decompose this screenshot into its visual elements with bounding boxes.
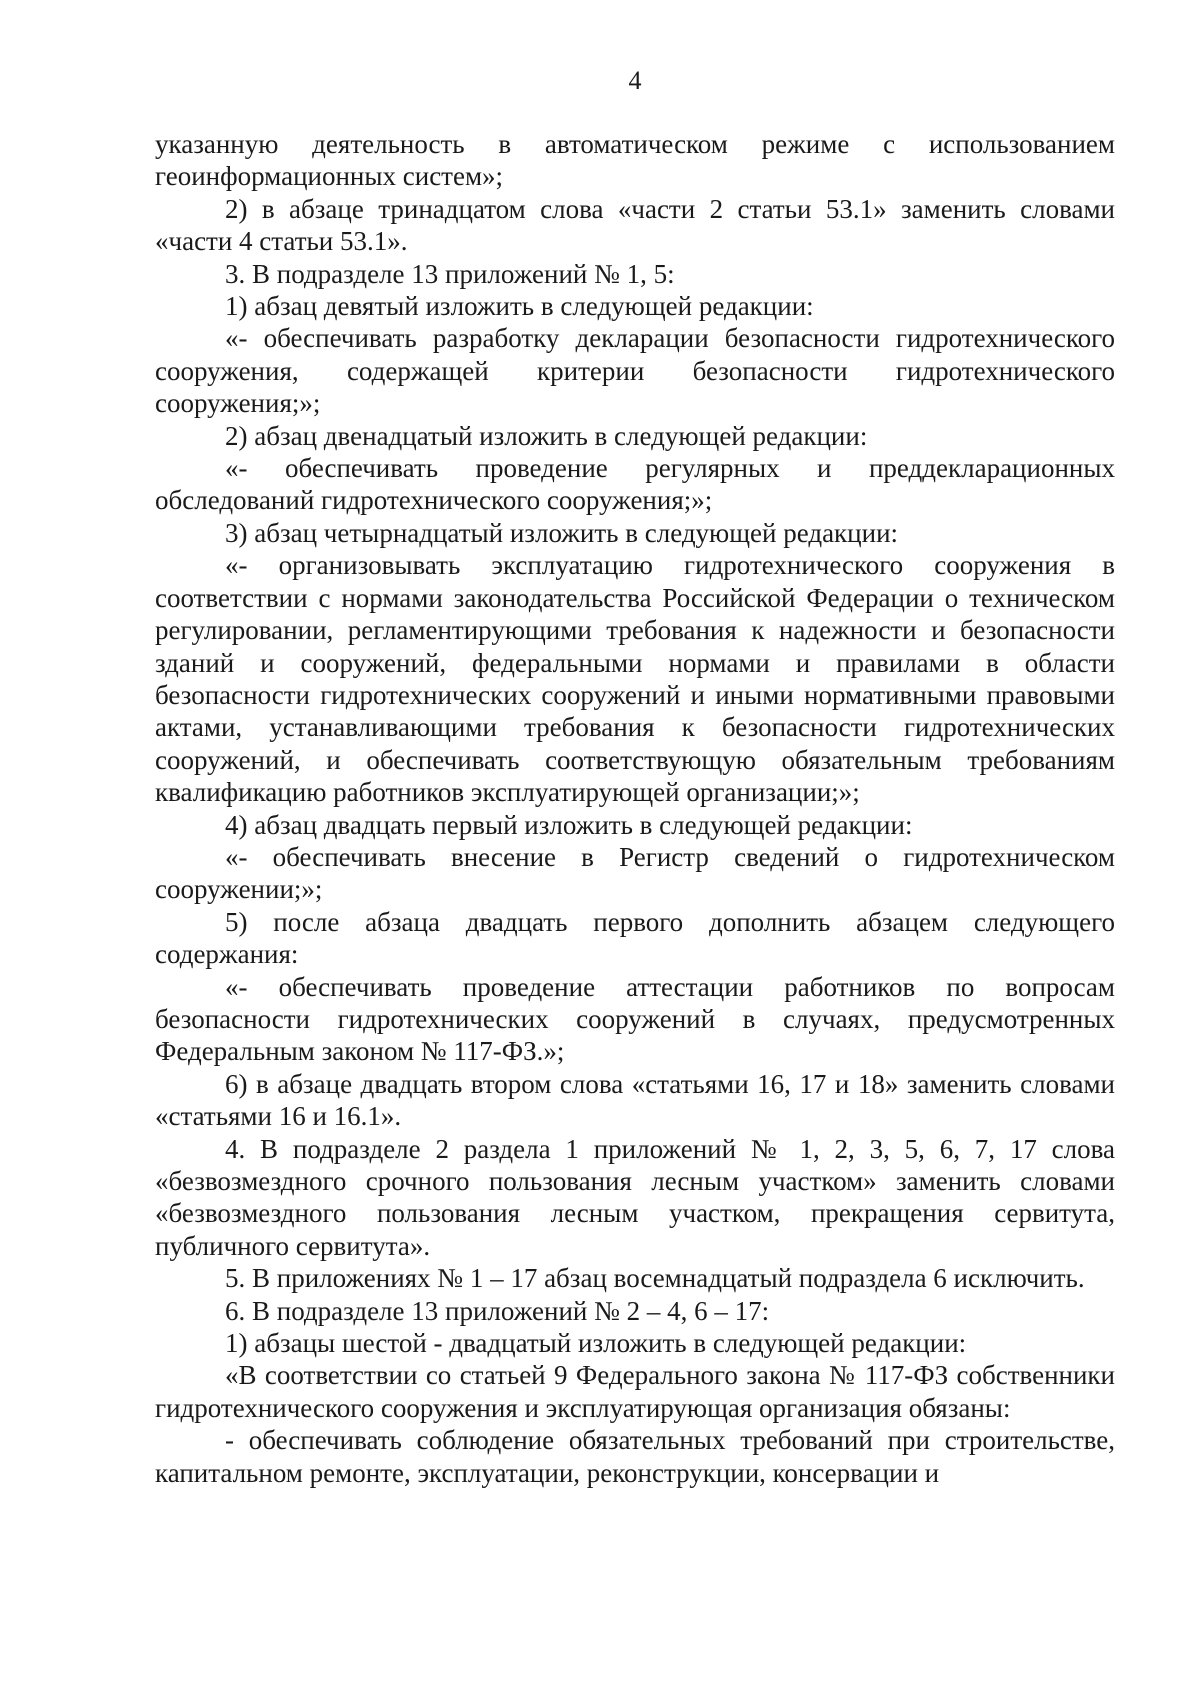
paragraph-item-2-abzac-12: 2) абзац двенадцатый изложить в следующей редакции: xyxy=(225,420,868,451)
page-number: 4 xyxy=(628,66,642,95)
paragraph-quote-registry: «- обеспечивать внесение в Регистр сведений о гидротехническом сооружении;»; xyxy=(155,841,1115,905)
paragraph-item-6-abzac-22: 6) в абзаце двадцать втором слова «статьями 16, 17 и 18» заменить словами «статьями 16 и 16.1». xyxy=(155,1068,1115,1132)
paragraph-obligation-compliance: - обеспечивать соблюдение обязательных требований при строительстве, капитальном ремонте, эксплуатации, реконструкции, консервации и xyxy=(155,1425,1115,1488)
paragraph-quote-attestation: «- обеспечивать проведение аттестации работников по вопросам безопасности гидротехнических сооружений в случаях, предусмотренных Федеральным законом № 117-ФЗ.»; xyxy=(155,971,1115,1067)
paragraph-quote-operation: «- организовывать эксплуатацию гидротехнического сооружения в соответствии с нормами законодательства Российской Федерации о техническом регулировании, регламентирующими требования к надежности и безопасности зданий и сооружений, федеральными нормами и правилами в области безопасности гидротехнических сооружений и иными нормативными правовыми актами, устанавливающими требования к безопасности гидротехнических сооружений, и обеспечивать соответствующую обязательным требованиям квалификацию работников эксплуатирующей организации;»; xyxy=(155,550,1115,808)
paragraph-item-5-add-abzac: 5) после абзаца двадцать первого дополнить абзацем следующего содержания: xyxy=(155,906,1115,970)
paragraph-item-1-abzacs-6-20: 1) абзацы шестой - двадцатый изложить в следующей редакции: xyxy=(225,1328,967,1359)
paragraph-section-5: 5. В приложениях № 1 – 17 абзац восемнадцатый подраздела 6 исключить. xyxy=(225,1263,1085,1294)
paragraph-section-3: 3. В подразделе 13 приложений № 1, 5: xyxy=(225,258,675,289)
paragraph-item-4-abzac-21: 4) абзац двадцать первый изложить в следующей редакции: xyxy=(225,809,913,840)
paragraph-item-3-abzac-14: 3) абзац четырнадцатый изложить в следующей редакции: xyxy=(225,517,899,548)
paragraph-quote-inspections: «- обеспечивать проведение регулярных и преддекларационных обследований гидротехнического сооружения;»; xyxy=(155,453,1115,516)
paragraph-section-4: 4. В подразделе 2 раздела 1 приложений № 1, 2, 3, 5, 6, 7, 17 слова «безвозмездного срочного пользования лесным участком» заменить словами «безвозмездного пользования лесным участком, прекращения сервитута, публичного сервитута». xyxy=(155,1133,1115,1261)
paragraph-item-2-abzac-13: 2) в абзаце тринадцатом слова «части 2 статьи 53.1» заменить словами «части 4 статьи 53.1». xyxy=(155,193,1115,257)
paragraph-quote-article-9: «В соответствии со статьей 9 Федерального закона № 117-ФЗ собственники гидротехнического сооружения и эксплуатирующая организация обязаны: xyxy=(155,1360,1115,1423)
paragraph-item-1-abzac-9: 1) абзац девятый изложить в следующей редакции: xyxy=(225,291,814,322)
paragraph-continuation: указанную деятельность в автоматическом режиме с использованием геоинформационных систем»; xyxy=(155,129,1115,192)
paragraph-quote-declaration: «- обеспечивать разработку декларации безопасности гидротехнического сооружения, содержащей критерии безопасности гидротехнического сооружения;»; xyxy=(155,323,1115,419)
paragraph-section-6: 6. В подразделе 13 приложений № 2 – 4, 6 – 17: xyxy=(225,1295,770,1326)
document-body xyxy=(155,128,1115,1489)
